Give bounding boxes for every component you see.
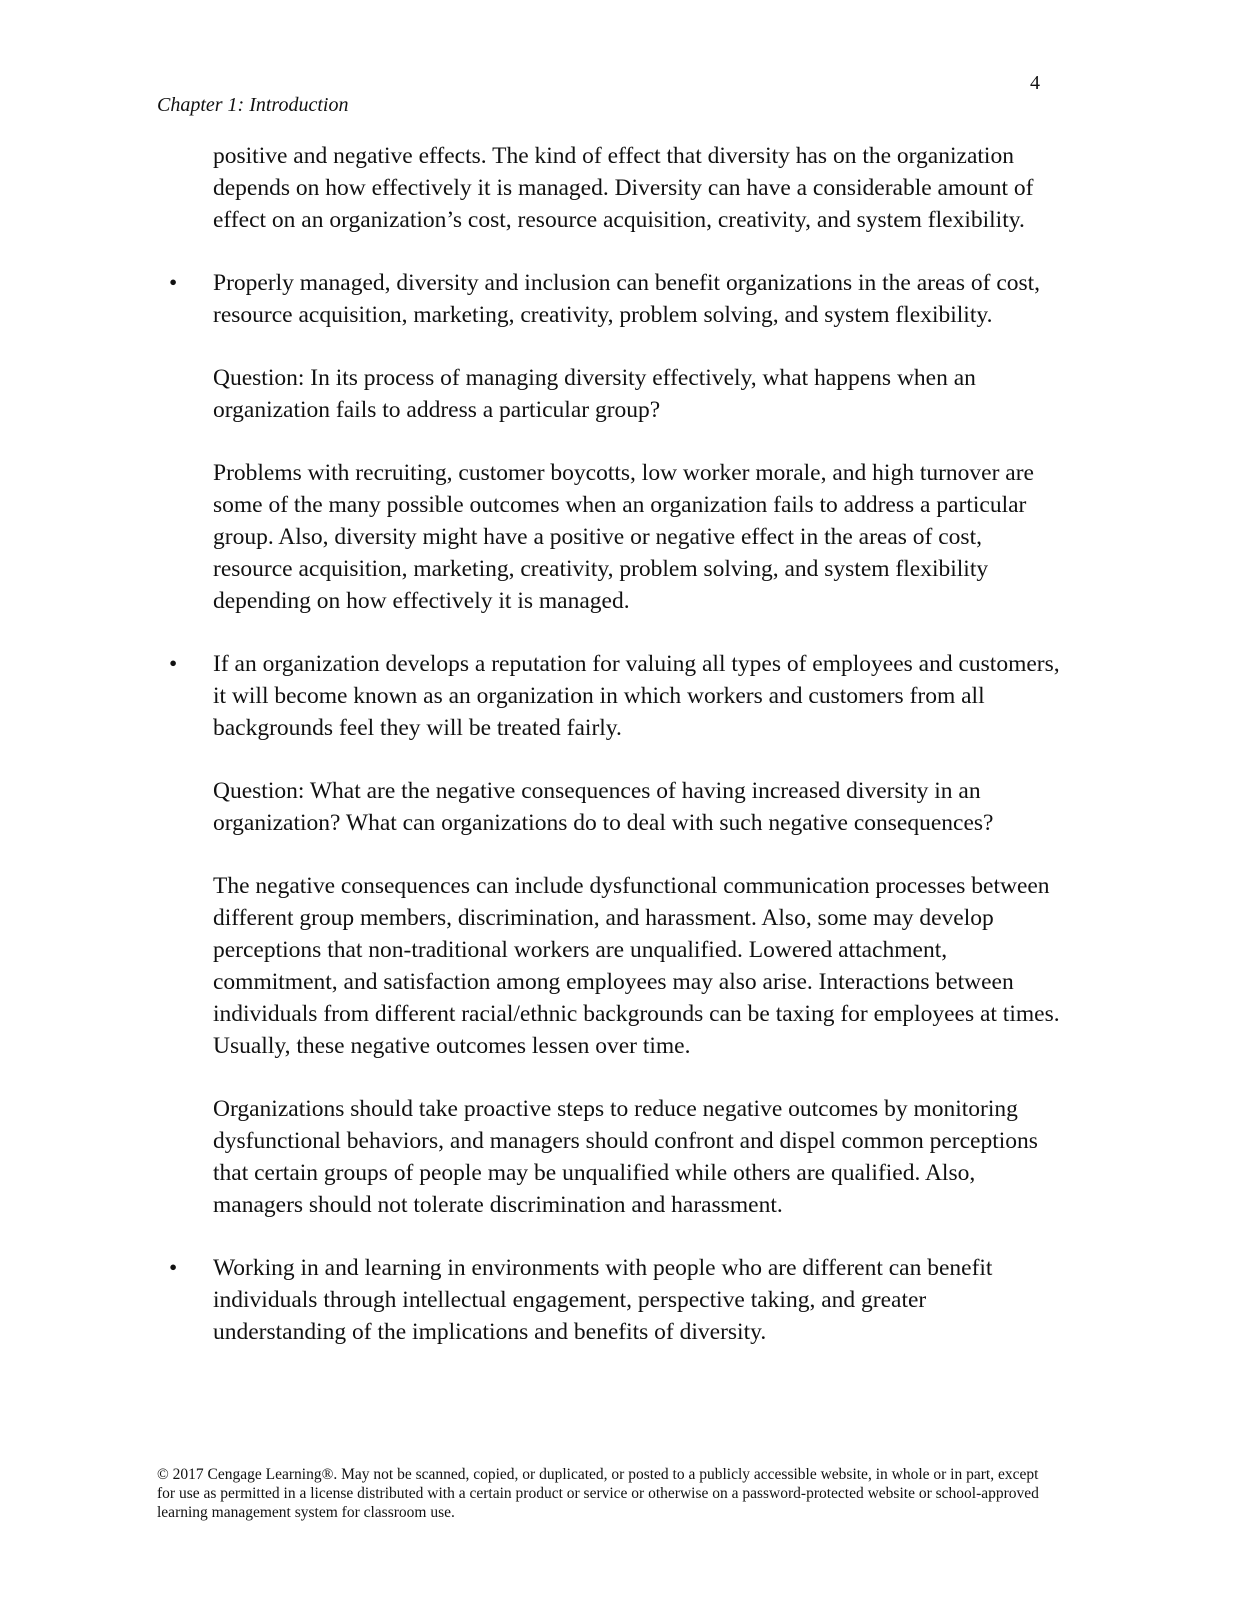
- answer-paragraph: Problems with recruiting, customer boycotts, low worker morale, and high turnover are some of the many possible outcomes when an organization fails to address a particular group. Also, diversity might have a positive or negative effect in the areas of cost, resource acquisition, marketing, creativity, problem solving, and system flexibility depending on how effectively it is managed.: [213, 460, 1034, 614]
- chapter-title: Chapter 1: Introduction: [157, 94, 349, 116]
- bullet-item: [169, 648, 1063, 744]
- bullet-item: [169, 1252, 1063, 1348]
- bullet-text: Properly managed, diversity and inclusion can benefit organizations in the areas of cost, resource acquisition, marketing, creativity, problem solving, and system flexibility.: [213, 270, 1041, 328]
- answer-paragraph: The negative consequences can include dysfunctional communication processes between different group members, discrimination, and harassment. Also, some may develop perceptions that non-traditional workers are unqualified. Lowered attachment, commitment, and satisfaction among employees may also arise. Interactions between individuals from different racial/ethnic backgrounds can be taxing for employees at times. Usually, these negative outcomes lessen over time.: [213, 873, 1060, 1059]
- bullet-text: Working in and learning in environments with people who are different can benefit individuals through intellectual engagement, perspective taking, and greater understanding of the implications and benefits of diversity.: [213, 1255, 993, 1345]
- question-paragraph: Question: What are the negative consequences of having increased diversity in an organization? What can organizations do to deal with such negative consequences?: [213, 778, 994, 836]
- bullet-icon: •: [169, 270, 178, 296]
- bullet-item: [169, 267, 1063, 331]
- page-number: 4: [1030, 72, 1040, 94]
- bullet-icon: •: [169, 651, 178, 677]
- answer-paragraph: Organizations should take proactive steps to reduce negative outcomes by monitoring dysfunctional behaviors, and managers should confront and dispel common perceptions that certain groups of people may be unqualified while others are qualified. Also, managers should not tolerate discrimination and harassment.: [213, 1096, 1038, 1218]
- document-body: [169, 140, 1063, 1379]
- continuation-paragraph: positive and negative effects. The kind of effect that diversity has on the organization depends on how effectively it is managed. Diversity can have a considerable amount of effect on an organization’s cost, resource acquisition, creativity, and system flexibility.: [213, 143, 1034, 233]
- copyright-footer: © 2017 Cengage Learning®. May not be scanned, copied, or duplicated, or posted to a publicly accessible website, in whole or in part, except for use as permitted in a license distributed with a certain product or service or otherwise on a password-protected website or school-approved learning management system for classroom use.: [157, 1466, 1039, 1521]
- bullet-icon: •: [169, 1255, 178, 1281]
- question-paragraph: Question: In its process of managing diversity effectively, what happens when an organization fails to address a particular group?: [213, 365, 976, 423]
- bullet-text: If an organization develops a reputation for valuing all types of employees and customers, it will become known as an organization in which workers and customers from all backgrounds feel they will be treated fairly.: [213, 651, 1060, 741]
